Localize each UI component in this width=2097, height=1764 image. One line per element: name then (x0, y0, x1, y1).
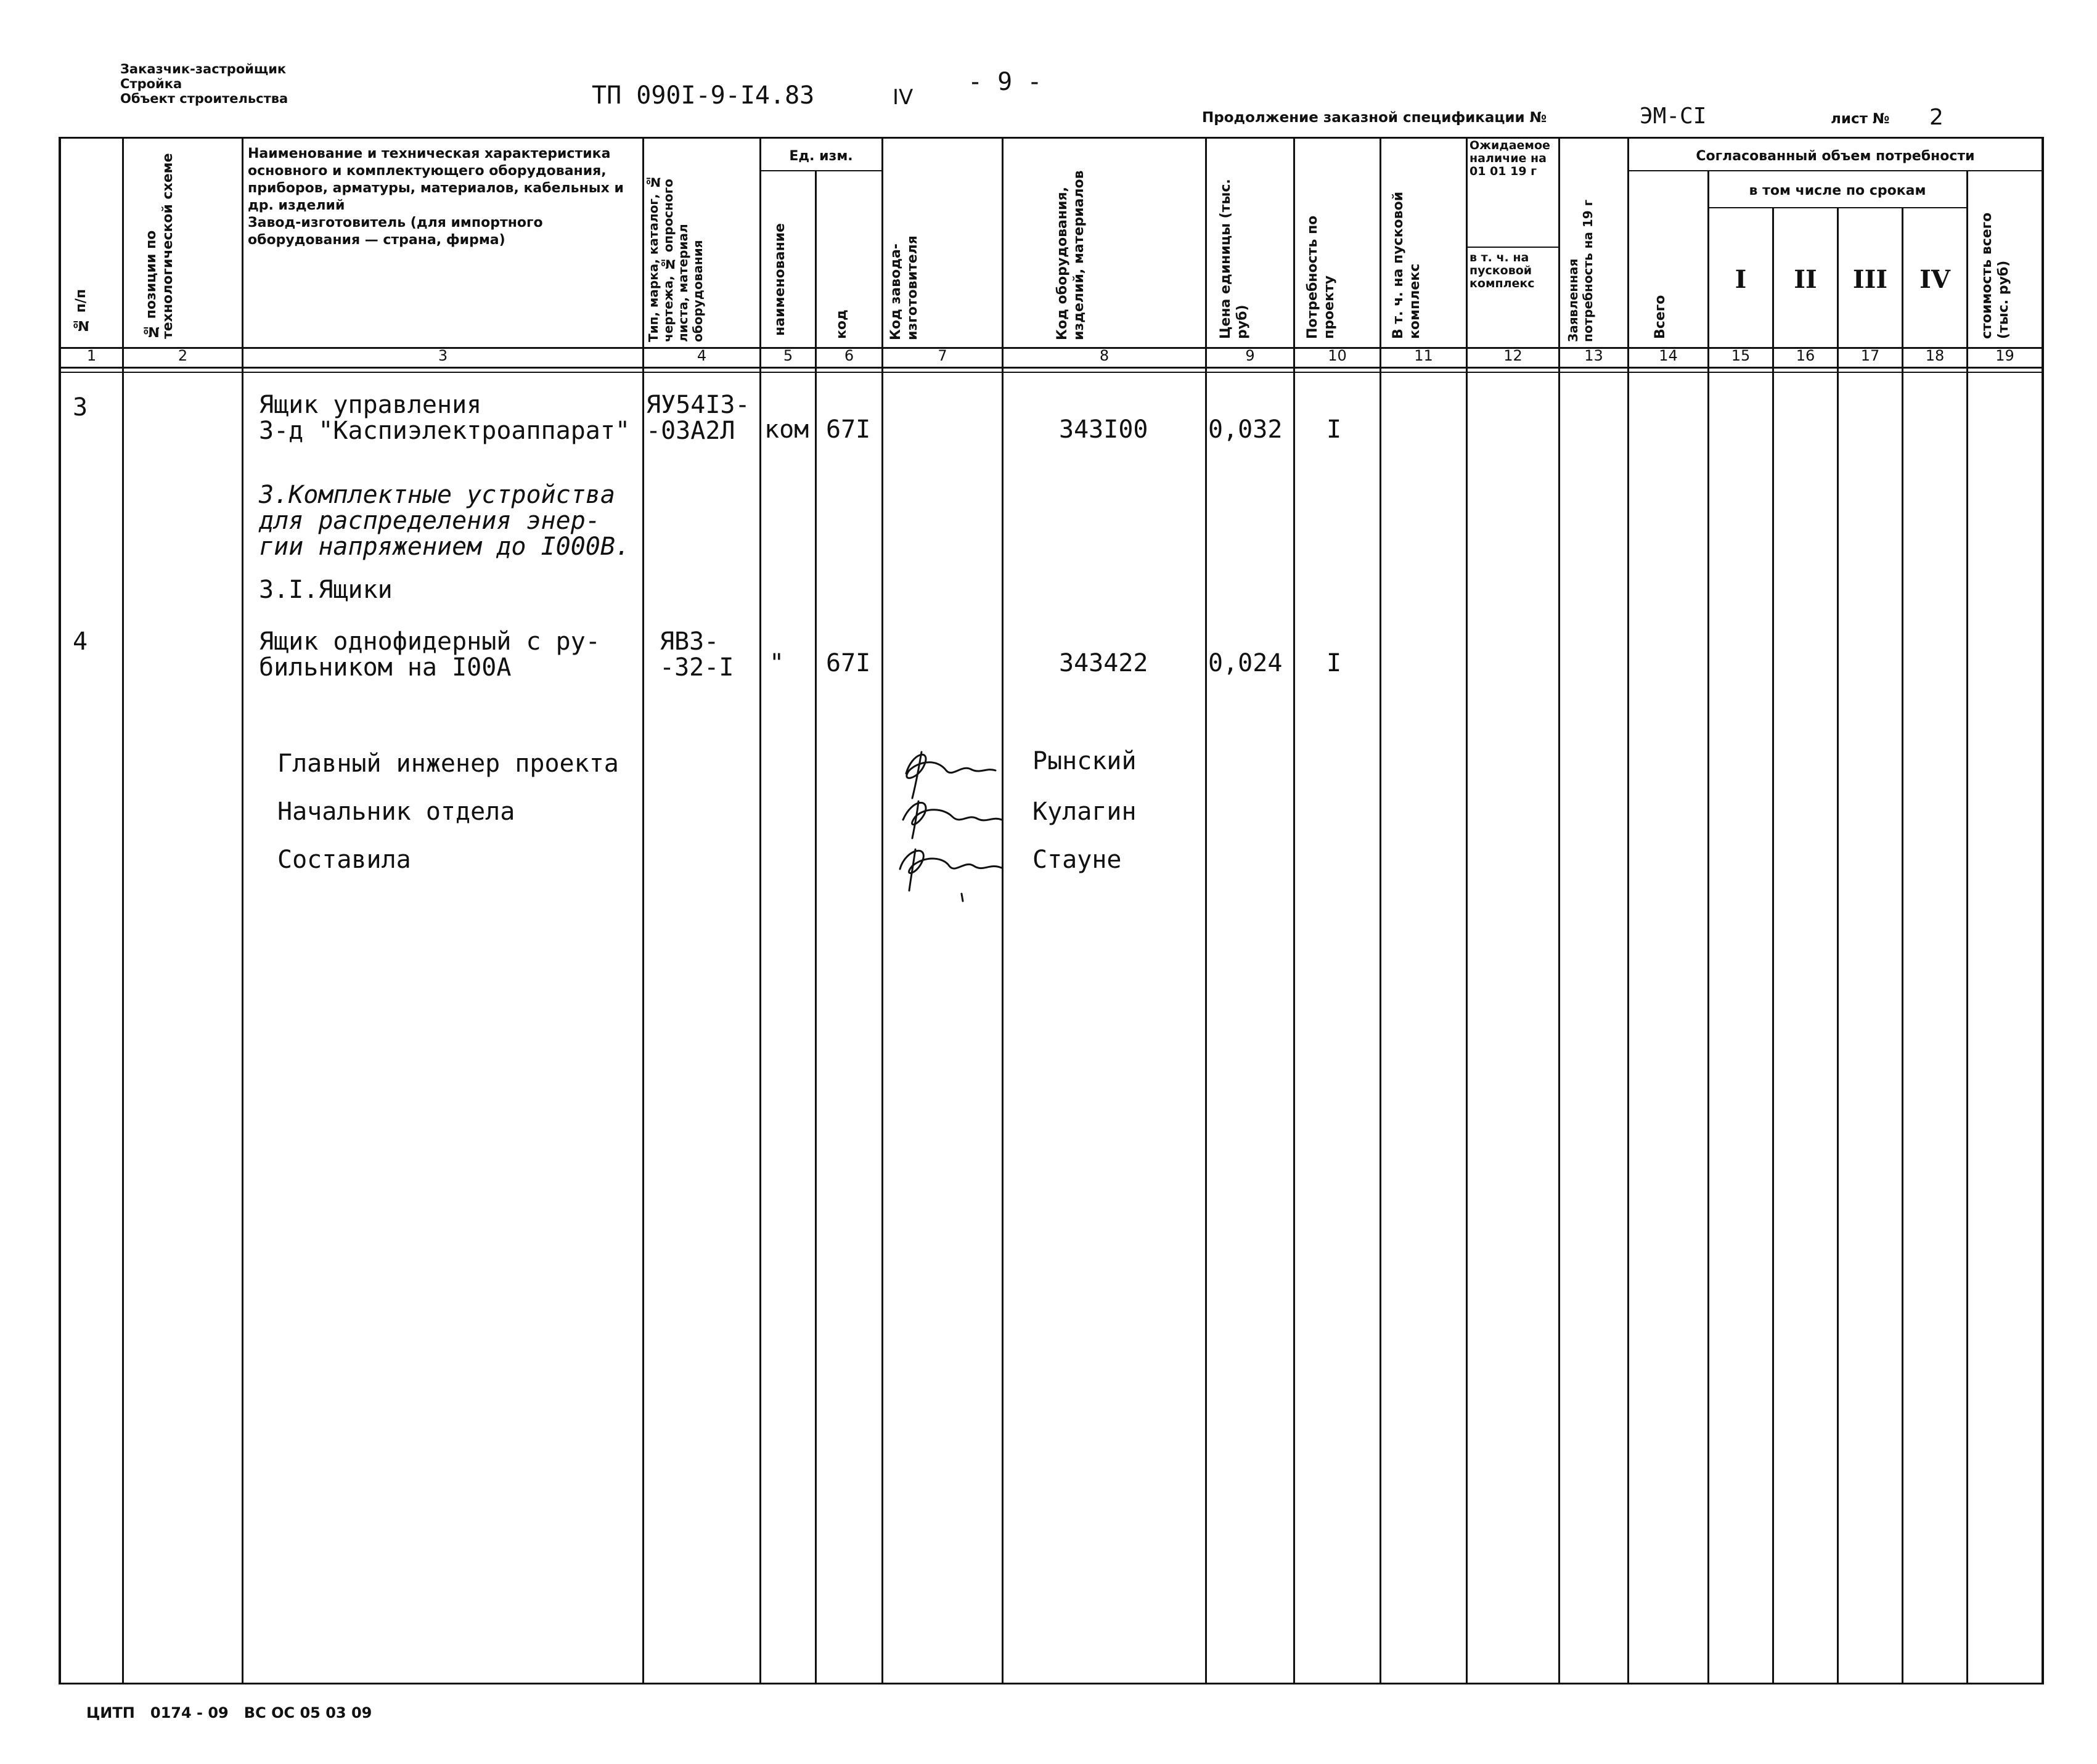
row-name: Ящик управления З-д "Каспиэлектроаппарат" (259, 391, 631, 445)
numbers-bottom-line (59, 367, 2043, 369)
col-number: 10 (1328, 347, 1347, 364)
col12-split-line (1466, 247, 1558, 248)
col-border-11 (1466, 137, 1468, 1684)
col-header-1: № п/п (73, 288, 89, 333)
col-border-3 (642, 137, 644, 1684)
col-header-15: I (1735, 265, 1747, 294)
signature-name: Стауне (1032, 846, 1122, 874)
col-header-14: Всего (1653, 295, 1668, 339)
col-number: 18 (1925, 347, 1945, 364)
subsection-heading: 3.I.Ящики (259, 576, 393, 604)
footer-code: ЦИТП 0174 - 09 ВС ОС 05 03 09 (86, 1704, 372, 1721)
col-header-3: Наименование и техническая характеристика основного и комплектующего оборудования, приборов, арматуры, материалов, кабельных и др. изделий Завод-изготовитель (для импортного оборудования — страна, фирма) (248, 146, 624, 248)
col-border-10 (1380, 137, 1381, 1684)
col-header-6: код (834, 309, 849, 339)
col-header-2: № позиции по технологической схеме (144, 153, 176, 339)
col-header-18: IV (1919, 265, 1950, 294)
page-number: - 9 - (968, 68, 1042, 96)
col-number: 6 (844, 347, 854, 364)
row-unit-code: 67I (826, 415, 871, 444)
col-number: 17 (1860, 347, 1880, 364)
col-border-6 (881, 137, 883, 1684)
row-need: I (1326, 415, 1342, 444)
col-number: 15 (1731, 347, 1751, 364)
col-number: 1 (86, 347, 97, 364)
sheet-number: 2 (1929, 105, 1944, 130)
col-border-16 (1837, 207, 1839, 1684)
col-number: 7 (938, 347, 947, 364)
row-type: ЯВЗ- -32-I (660, 627, 734, 682)
col-header-19: стоимость всего (тыс. руб) (1979, 212, 2011, 339)
col-border-9 (1293, 137, 1295, 1684)
site-label: Стройка (120, 76, 182, 91)
row-price: 0,032 (1208, 415, 1283, 444)
col-border-5 (815, 170, 817, 1684)
col-number: 3 (438, 347, 448, 364)
spec-number: ЭМ-СI (1640, 104, 1707, 129)
col-border-4 (759, 137, 761, 1684)
row-unit: ком (764, 415, 809, 444)
row-equipment-code: 343422 (1059, 649, 1148, 677)
col-header-17: III (1852, 265, 1888, 294)
col-number: 12 (1503, 347, 1523, 364)
signature-role: Главный инженер проекта (277, 749, 619, 778)
col-header-4: Тип, марка, каталог, № чертежа, № опросного листа, материал оборудования (646, 174, 705, 342)
signature-name: Кулагин (1032, 798, 1137, 826)
col-number: 11 (1414, 347, 1433, 364)
col-border-18 (1966, 170, 1968, 1684)
signature-role: Составила (277, 846, 411, 874)
col-header-terms-group: в том числе по срокам (1749, 183, 1926, 198)
col-header-16: II (1794, 265, 1817, 294)
col-header-11: В т. ч. на пусковой комплекс (1391, 191, 1423, 339)
col-border-12 (1558, 137, 1560, 1684)
col-header-8: Код оборудования, изделий, материалов (1055, 170, 1087, 340)
col-number: 4 (697, 347, 707, 364)
col-header-7: Код завода-изготовителя (888, 235, 920, 340)
section-heading: 3.Комплектные устройства для распределения энер- гии напряжением до I000В. (259, 481, 631, 561)
col-number: 8 (1099, 347, 1110, 364)
col-border-1 (122, 137, 124, 1684)
col-border-19 (2042, 137, 2044, 1684)
signature-scribble (900, 752, 1002, 901)
col-header-12a: Ожидаемое наличие на 01 01 19 г (1470, 139, 1550, 178)
col-header-10: Потребность по проекту (1305, 215, 1337, 339)
col-number: 5 (783, 347, 793, 364)
album-number: IV (893, 85, 914, 110)
col-number: 2 (178, 347, 188, 364)
agreed-group-line (1627, 170, 2043, 171)
col-border-13 (1627, 137, 1629, 1684)
col-header-9: Цена единицы (тыс. руб) (1218, 179, 1250, 339)
col-header-unit-group: Ед. изм. (789, 149, 853, 164)
row-unit-code: 67I (826, 649, 871, 677)
sheet-label: лист № (1831, 111, 1890, 127)
object-label: Объект строительства (120, 91, 288, 106)
col-border-0 (59, 137, 61, 1684)
col-number: 19 (1995, 347, 2014, 364)
table-bottom-border (59, 1683, 2043, 1684)
doc-code: ТП 090I-9-I4.83 (592, 81, 815, 110)
col-number: 16 (1796, 347, 1815, 364)
col-header-agreed-group: Согласованный объем потребности (1696, 149, 1975, 164)
row-number: 4 (73, 627, 88, 656)
col-number: 9 (1245, 347, 1255, 364)
col-border-2 (242, 137, 243, 1684)
col-header-5: наименование (772, 223, 788, 336)
customer-label: Заказчик-застройщик (120, 62, 287, 76)
col-border-8 (1205, 137, 1207, 1684)
col-border-15 (1772, 207, 1774, 1684)
col-header-12b: в т. ч. на пусковой комплекс (1470, 251, 1535, 290)
handwritten-signatures (888, 740, 1011, 912)
row-type: ЯУ54I3- -03А2Л (646, 391, 750, 445)
row-equipment-code: 343I00 (1059, 415, 1148, 444)
col-border-14 (1707, 170, 1709, 1684)
col-number: 14 (1659, 347, 1678, 364)
col-header-13: Заявленная потребность на 19 г (1566, 199, 1595, 342)
row-unit: " (769, 649, 785, 677)
col-border-17 (1902, 207, 1903, 1684)
signature-name: Рынский (1032, 747, 1137, 775)
row-need: I (1326, 649, 1342, 677)
unit-group-line (759, 170, 882, 171)
numbers-double-line (59, 372, 2043, 373)
row-name: Ящик однофидерный с ру- бильником на I00А (259, 627, 600, 682)
row-number: 3 (73, 393, 88, 422)
signature-role: Начальник отдела (277, 798, 515, 826)
col-number: 13 (1584, 347, 1603, 364)
table-top-border (59, 137, 2043, 139)
row-price: 0,024 (1208, 649, 1283, 677)
continuation-label: Продолжение заказной спецификации № (1202, 110, 1547, 126)
